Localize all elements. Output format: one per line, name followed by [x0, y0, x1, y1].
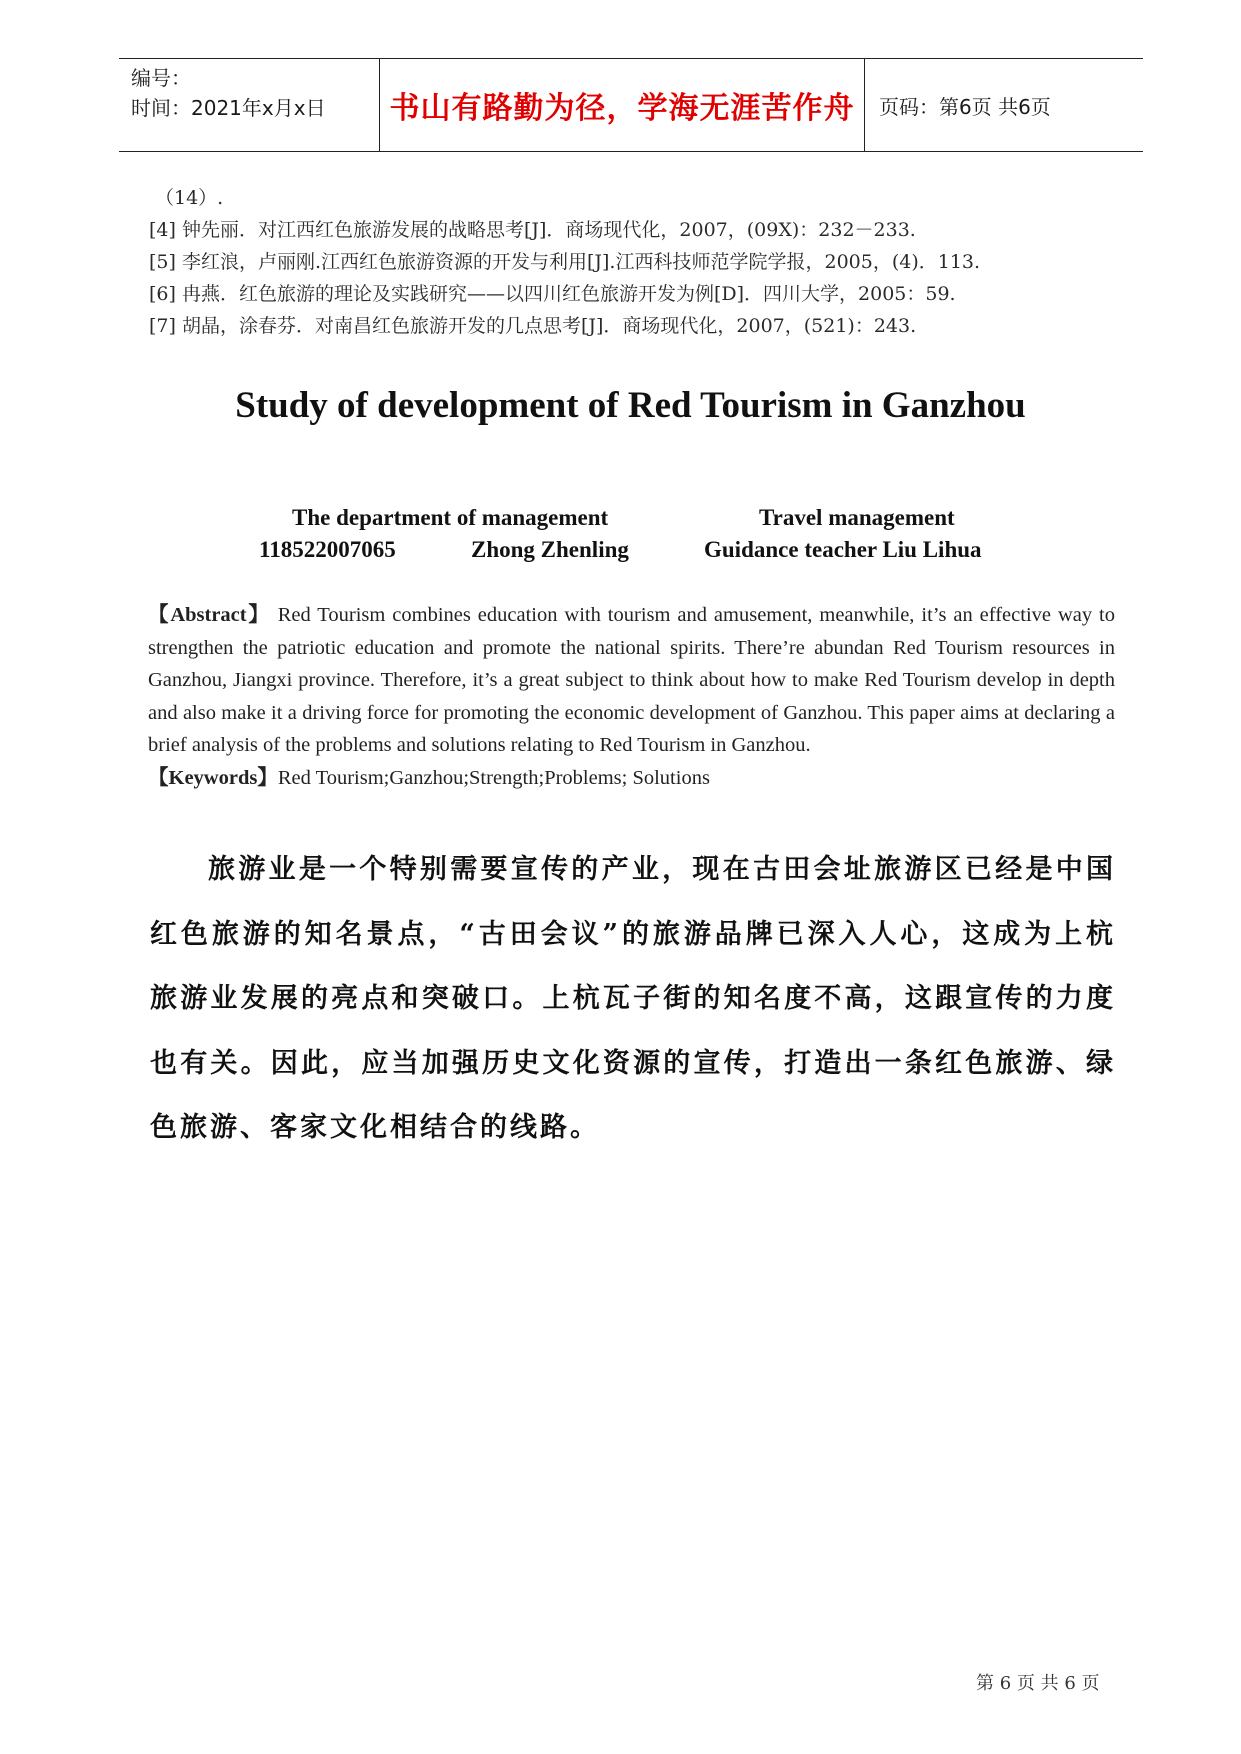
keywords-paragraph — [148, 762, 1115, 795]
abstract-section — [148, 599, 1115, 794]
reference-item: [4] 钟先丽．对江西红色旅游发展的战略思考[J]．商场现代化，2007，(09X)：232－233. — [149, 219, 916, 241]
keywords-label: 【Keywords】 — [148, 766, 278, 789]
author-teacher: Guidance teacher Liu Lihua — [704, 537, 982, 562]
body-paragraph: 旅游业是一个特别需要宣传的产业，现在古田会址旅游区已经是中国红色旅游的知名景点，“古田会议”的旅游品牌已深入人心，这成为上杭旅游业发展的亮点和突破口。上杭瓦子街的知名度不高，这跟宣传的力度也有关。因此，应当加强历史文化资源的宣传，打造出一条红色旅游、绿色旅游、客家文化相结合的线路。 — [150, 854, 1116, 1143]
author-student-id: 118522007065 — [259, 537, 396, 562]
header-time-label: 时间：2021年x月x日 — [131, 96, 326, 120]
header-page-info — [865, 59, 1143, 151]
author-major: Travel management — [759, 505, 955, 530]
keywords-text: Red Tourism;Ganzhou;Strength;Problems; Solutions — [277, 766, 710, 789]
author-student-name: Zhong Zhenling — [471, 537, 629, 562]
reference-item: （14）. — [155, 187, 224, 209]
header-number-label: 编号： — [131, 66, 191, 90]
reference-item: [7] 胡晶，涂春芬．对南昌红色旅游开发的几点思考[J]．商场现代化，2007，(521)：243. — [149, 315, 917, 337]
reference-item: [5] 李红浪，卢丽刚.江西红色旅游资源的开发与利用[J].江西科技师范学院学报，2005，(4)．113. — [149, 251, 981, 273]
page-footer: 第 6 页 共 6 页 — [976, 1673, 1100, 1694]
header-meta — [119, 59, 379, 151]
header-motto: 书山有路勤为径，学海无涯苦作舟 — [389, 91, 855, 126]
author-department: The department of management — [292, 505, 609, 530]
abstract-paragraph — [148, 599, 1115, 762]
paper-title: Study of development of Red Tourism in Ganzhou — [235, 385, 1026, 426]
reference-item: [6] 冉燕．红色旅游的理论及实践研究——以四川红色旅游开发为例[D]．四川大学，2005：59. — [149, 283, 956, 305]
abstract-text: Red Tourism combines education with tourism and amusement, meanwhile, it’s an effective way to strengthen the patriotic education and promote the national spirits. There’re abundan Red Tourism resources in Ganzhou, Jiangxi province. Therefore, it’s a great subject to think about how to make Red Tourism develop in depth and also make it a driving force for promoting the economic development of Ganzhou. This paper aims at declaring a brief analysis of the problems and solutions relating to Red Tourism in Ganzhou. — [148, 604, 1115, 756]
abstract-label: 【Abstract】 — [148, 604, 271, 626]
header-motto-cell — [379, 59, 865, 151]
reference-list — [149, 182, 1109, 342]
header-page-info-text: 页码：第6页 共6页 — [879, 94, 1051, 119]
page-header — [119, 58, 1143, 152]
